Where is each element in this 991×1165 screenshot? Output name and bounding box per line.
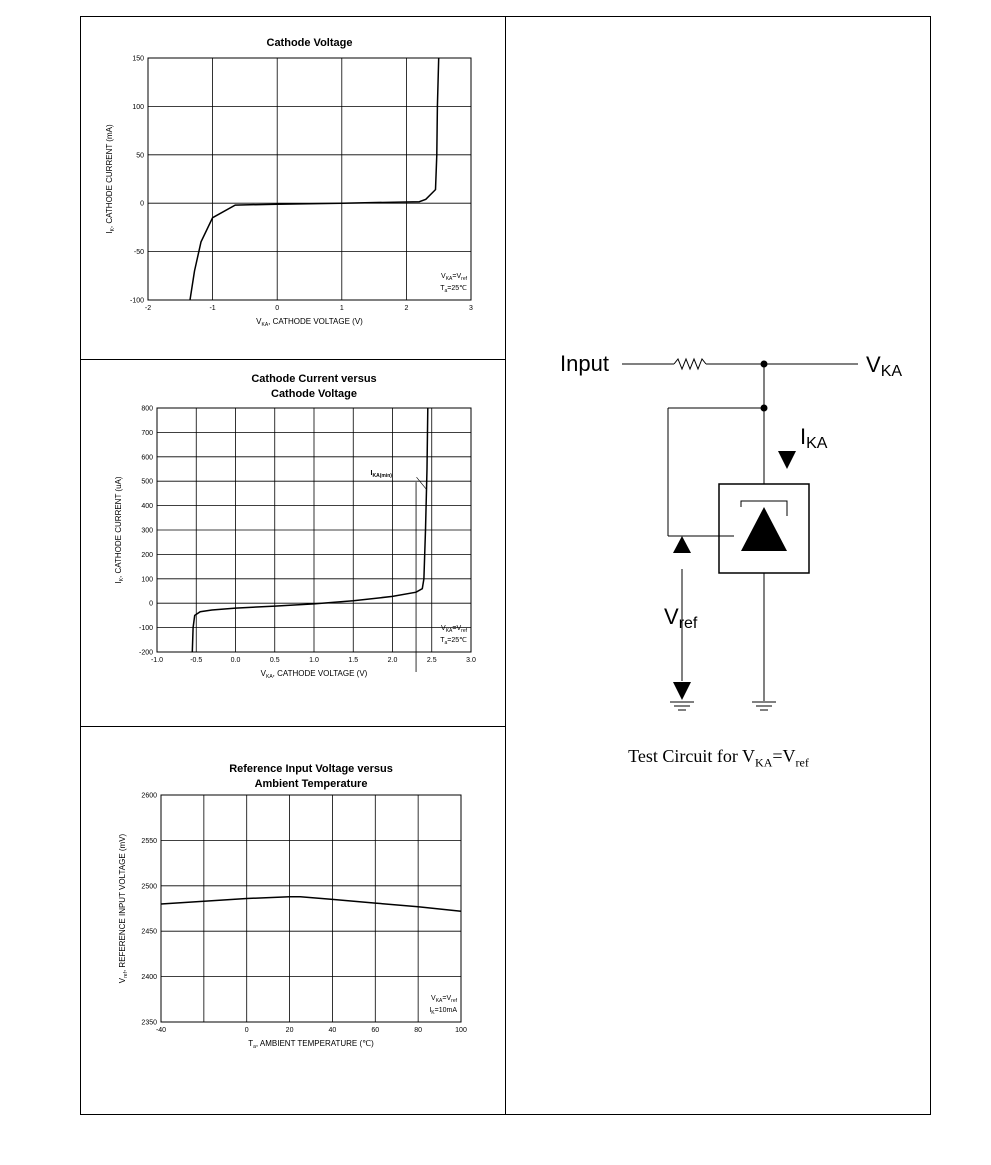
x-tick-label: -1	[209, 305, 216, 312]
x-tick-label: 1.0	[309, 657, 319, 664]
x-axis-label-rest: , CATHODE VOLTAGE (V)	[272, 669, 368, 678]
chart-reference-voltage-vs-temperature	[80, 727, 505, 1115]
condition-annotation	[429, 1007, 457, 1016]
ground-symbol-right	[752, 702, 776, 710]
x-tick-label: -2	[144, 305, 152, 312]
circuit-wires	[668, 364, 764, 701]
test-circuit-caption: Test Circuit for $V_{KA}=V_{ref}$	[628, 746, 809, 770]
chart-title: Ambient Temperature	[254, 778, 368, 790]
y-axis-label-main: V	[118, 977, 127, 984]
condition-sub2: ref	[461, 628, 467, 634]
ika-min-label-main: I	[370, 470, 373, 478]
x-axis-label-main: V	[260, 669, 266, 678]
ika-arrow	[778, 451, 796, 469]
vka-label: VKA	[866, 352, 903, 380]
y-tick-label: 100	[141, 576, 153, 584]
y-tick-label: 2350	[141, 1019, 157, 1027]
test-circuit-diagram	[506, 16, 931, 736]
x-axis-label-sub: KA	[261, 322, 269, 328]
series-line	[190, 58, 439, 300]
plot-frame	[161, 795, 461, 1022]
y-tick-label: -200	[138, 649, 153, 657]
x-tick-label: 80	[414, 1027, 423, 1034]
y-tick-label: 2450	[141, 928, 157, 936]
y-tick-label: 2600	[141, 792, 157, 800]
ika-min-label-sub: KA(min)	[372, 473, 392, 480]
x-tick-label: 0	[275, 305, 280, 312]
chart-cathode-current-vs-voltage	[80, 360, 505, 726]
x-tick-label: 1	[339, 305, 344, 312]
node-dot-top	[761, 361, 768, 368]
chart-title: Cathode Current versus	[251, 373, 377, 385]
y-tick-label: 2500	[141, 883, 157, 891]
x-tick-label: 20	[285, 1027, 294, 1034]
y-tick-label: 2400	[141, 974, 157, 982]
x-tick-label: 0.0	[230, 657, 241, 664]
condition-mid: =V	[452, 625, 462, 632]
y-tick-label: 500	[141, 478, 153, 486]
ground-symbol-left	[670, 702, 694, 710]
y-axis-label	[118, 833, 129, 983]
x-tick-label: -1.0	[150, 657, 164, 664]
condition-sub: KA	[445, 276, 453, 282]
resistor-symbol	[674, 359, 706, 369]
y-axis-label-sub: K	[119, 577, 125, 582]
x-tick-label: 0	[244, 1027, 249, 1034]
condition-mid: =V	[442, 995, 452, 1002]
y-axis-label-main: I	[105, 231, 114, 234]
y-tick-label: -100	[129, 297, 144, 305]
x-tick-label: 3	[469, 305, 473, 312]
y-axis-label	[105, 124, 116, 234]
condition-sub: KA	[435, 998, 443, 1004]
condition-main: V	[441, 625, 446, 632]
condition-main: V	[431, 995, 436, 1002]
x-axis-label-sub: a	[253, 1044, 256, 1050]
y-tick-label: 800	[141, 405, 153, 413]
condition-sub: K	[431, 1010, 435, 1016]
x-tick-label: 0.5	[269, 657, 280, 664]
y-tick-label: -100	[138, 625, 153, 633]
y-tick-label: 50	[136, 152, 144, 160]
chart-title: Cathode Voltage	[271, 388, 357, 400]
node-dot-feedback	[761, 405, 768, 412]
ika-min-label	[371, 470, 393, 479]
x-tick-label: 40	[328, 1027, 337, 1034]
y-axis-label-sub: K	[110, 228, 116, 232]
x-tick-label: 100	[455, 1027, 467, 1034]
chart-title: Reference Input Voltage versus	[229, 763, 393, 775]
y-tick-label: 300	[141, 527, 153, 535]
condition-main: T	[440, 637, 445, 644]
y-tick-label: 150	[132, 55, 144, 63]
y-axis-label-rest: , CATHODE CURRENT (mA)	[105, 124, 114, 229]
y-axis-label-rest: , REFERENCE INPUT VOLTAGE (mV)	[118, 833, 127, 973]
y-tick-label: 100	[132, 103, 144, 111]
condition-main: V	[441, 273, 446, 280]
condition-annotation	[431, 995, 458, 1004]
condition-annotation	[440, 285, 467, 294]
x-axis-label-main: T	[248, 1039, 254, 1048]
condition-sub: a	[444, 640, 448, 646]
y-tick-label: 0	[140, 200, 144, 208]
condition-mid: =10mA	[434, 1007, 457, 1014]
ika-min-pointer	[417, 477, 427, 489]
condition-main: T	[440, 285, 445, 292]
x-tick-label: 60	[371, 1027, 380, 1034]
condition-annotation	[441, 625, 468, 634]
y-tick-label: 600	[141, 454, 153, 462]
y-tick-label: 200	[141, 551, 153, 559]
condition-sub2: ref	[461, 276, 467, 282]
y-axis-label-rest: , CATHODE CURRENT (uA)	[114, 476, 123, 578]
x-tick-label: 2	[404, 305, 409, 312]
x-axis-label	[261, 669, 368, 680]
x-tick-label: 2.5	[426, 657, 437, 664]
x-tick-label: -0.5	[190, 657, 203, 664]
condition-mid: =25℃	[447, 637, 467, 644]
y-tick-label: 400	[141, 503, 153, 511]
input-wire	[622, 359, 858, 369]
y-tick-label: 0	[149, 600, 153, 608]
condition-sub: a	[444, 288, 448, 294]
x-axis-label-sub: KA	[265, 674, 273, 680]
x-axis-label	[256, 317, 363, 328]
condition-annotation	[440, 637, 467, 646]
x-tick-label: 2.0	[387, 657, 398, 664]
y-tick-label: -50	[133, 249, 144, 257]
y-axis-label-main: I	[114, 581, 123, 584]
input-label: Input	[560, 351, 609, 376]
x-axis-label-rest: , CATHODE VOLTAGE (V)	[268, 317, 363, 326]
condition-main: I	[429, 1007, 432, 1014]
condition-sub: KA	[445, 628, 453, 634]
series-line	[161, 897, 461, 912]
y-tick-label: 700	[141, 429, 153, 437]
condition-sub2: ref	[451, 998, 457, 1004]
condition-mid: =V	[452, 273, 462, 280]
y-axis-label	[114, 476, 125, 583]
x-tick-label: 3.0	[466, 657, 476, 664]
y-axis-label-sub: ref	[123, 972, 129, 978]
ika-label: IKA	[800, 424, 828, 452]
condition-mid: =25℃	[447, 285, 467, 292]
regulator-symbol	[741, 507, 787, 551]
condition-annotation	[441, 273, 468, 282]
chart-title: Cathode Voltage	[266, 37, 353, 49]
chart-cathode-voltage	[80, 16, 505, 359]
x-axis-label-rest: , AMBIENT TEMPERATURE (℃)	[255, 1039, 374, 1048]
vref-arrow-down	[673, 682, 691, 700]
x-tick-label: 1.5	[348, 657, 359, 664]
x-tick-label: -40	[155, 1027, 167, 1034]
x-axis-label	[248, 1039, 374, 1050]
y-tick-label: 2550	[141, 837, 157, 845]
vref-arrow-up	[673, 536, 691, 553]
x-axis-label-main: V	[256, 317, 262, 326]
vref-label: Vref	[664, 604, 698, 632]
